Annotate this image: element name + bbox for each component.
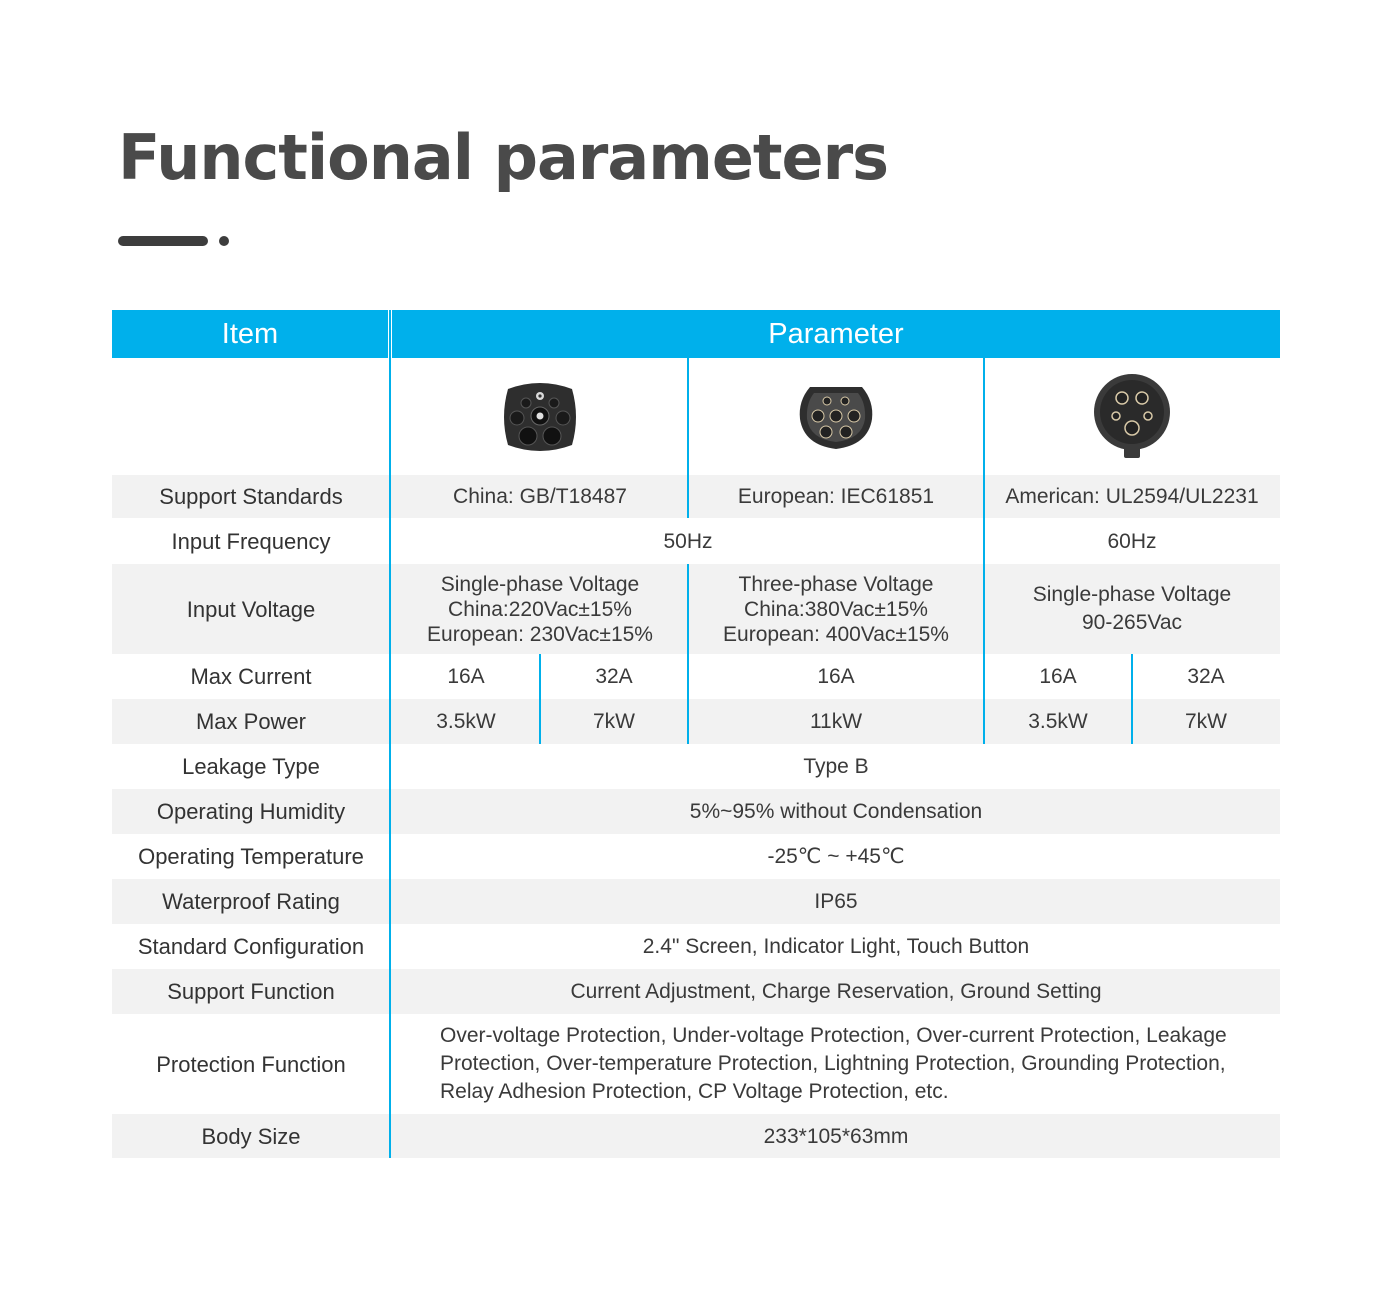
humidity-value: 5%~95% without Condensation [689,800,983,823]
power-eu: 11kW [809,710,863,733]
protection-line: Relay Adhesion Protection, CP Voltage Protection, etc. [440,1080,949,1103]
temperature-value: -25℃ ~ +45℃ [767,845,905,868]
row-max-power [112,699,1280,744]
protection-line: Over-voltage Protection, Under-voltage Protection, Over-current Protection, Leakage [440,1024,1227,1047]
column-divider [687,358,689,518]
voltage-line: Three-phase Voltage [738,572,934,596]
row-input-frequency [112,518,1280,564]
row-label: Operating Humidity [156,799,346,824]
row-label: Leakage Type [182,754,320,779]
page-title: Functional parameters [118,121,889,194]
voltage-line: China:380Vac±15% [744,597,928,621]
type1-connector-icon [984,358,1280,475]
header-parameter: Parameter [392,310,1280,358]
title-underline-bar [118,236,208,246]
row-max-current [112,654,1280,699]
row-standard-configuration [112,924,1280,969]
leakage-value: Type B [803,755,869,778]
voltage-line: Single-phase Voltage [1032,583,1232,606]
row-operating-humidity [112,789,1280,834]
power-cn-2: 7kW [593,710,635,733]
voltage-single-phase [392,564,688,654]
row-label: Standard Configuration [137,934,365,959]
row-label: Max Current [190,664,312,689]
protection-line: Protection, Over-temperature Protection, Lightning Protection, Grounding Protection, [440,1052,1226,1075]
row-input-voltage [112,564,1280,654]
column-subdivider [539,654,541,744]
item-column-divider [389,310,391,1158]
row-support-function [112,969,1280,1014]
voltage-line: Single-phase Voltage [440,572,640,596]
current-cn-16a: 16A [447,665,485,688]
voltage-us [984,564,1280,654]
voltage-line: China:220Vac±15% [448,597,632,621]
row-operating-temperature [112,834,1280,879]
row-support-standards [112,475,1280,518]
current-cn-32a: 32A [595,665,633,688]
protection-value [392,1014,1260,1114]
waterproof-value: IP65 [814,890,858,913]
row-label: Support Standards [159,484,343,509]
voltage-line: European: 400Vac±15% [723,622,949,646]
row-label: Input Frequency [171,528,331,554]
connector-row [112,358,1280,475]
column-divider [687,564,689,744]
row-label: Input Voltage [186,596,316,622]
row-leakage-type [112,744,1280,789]
power-cn-1: 3.5kW [436,710,496,733]
column-divider [983,358,985,744]
frequency-us: 60Hz [1107,529,1157,553]
row-waterproof-rating [112,879,1280,924]
current-us-32a: 32A [1187,665,1225,688]
current-us-16a: 16A [1039,665,1077,688]
voltage-line: European: 230Vac±15% [427,622,653,646]
gb-t-connector-icon [392,358,688,475]
row-label: Support Function [167,979,335,1004]
column-subdivider [1131,654,1133,744]
row-protection-function [112,1014,1280,1114]
voltage-line: 90-265Vac [1081,611,1183,634]
power-us-1: 3.5kW [1028,710,1088,733]
china-standard: China: GB/T18487 [453,485,627,508]
voltage-three-phase [688,564,984,654]
header-item: Item [112,310,388,358]
configuration-value: 2.4" Screen, Indicator Light, Touch Button [642,935,1030,958]
row-label: Max Power [195,709,307,734]
current-eu: 16A [817,665,855,688]
row-label: Operating Temperature [138,844,364,869]
title-underline-dot [219,236,229,246]
row-label: Waterproof Rating [162,889,340,914]
american-standard: American: UL2594/UL2231 [1005,485,1259,508]
european-standard: European: IEC61851 [737,485,935,508]
row-label: Body Size [201,1123,301,1149]
support-function-value: Current Adjustment, Charge Reservation, Ground Setting [570,980,1102,1003]
type2-connector-icon [688,358,984,475]
frequency-cn-eu: 50Hz [663,529,713,553]
body-size-value: 233*105*63mm [763,1124,909,1148]
row-label: Protection Function [156,1051,346,1077]
power-us-2: 7kW [1185,710,1227,733]
row-body-size [112,1114,1280,1158]
